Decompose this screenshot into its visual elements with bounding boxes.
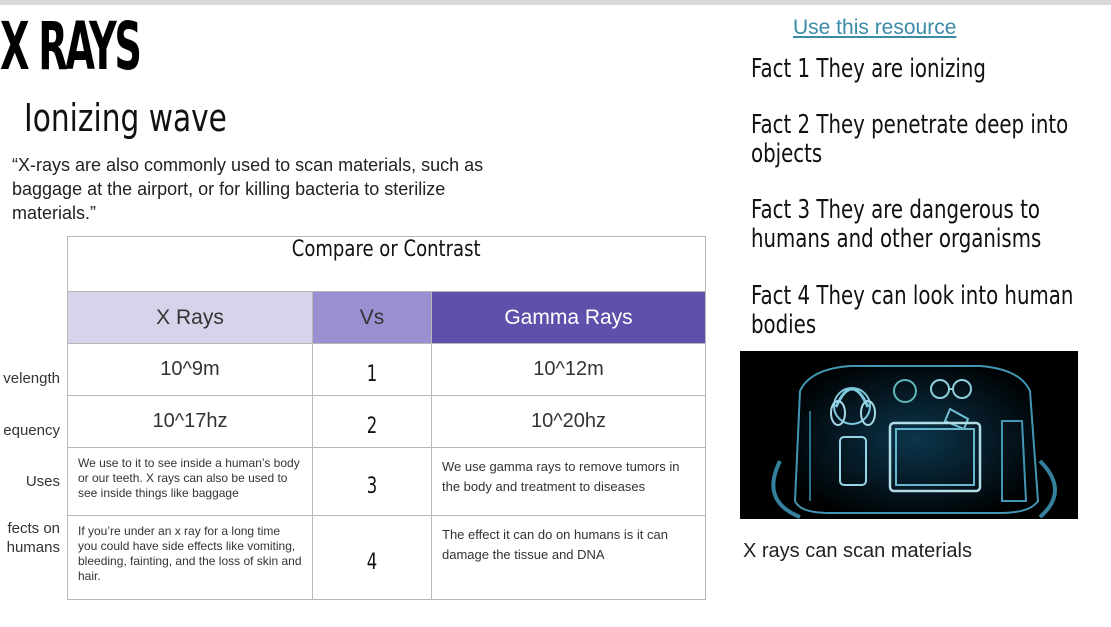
table-row [68, 396, 706, 448]
table-title: Compare or Contrast [292, 237, 481, 262]
x-wavelength-cell: 10^9m [68, 344, 313, 396]
row-label-effects: fects on humans [6, 520, 60, 556]
header-gamma-rays: Gamma Rays [432, 292, 706, 344]
x-effects-cell: If you’re under an x ray for a long time you could have side effects like vomiting, bleeding, fainting, and the loss of skin and hair. [68, 516, 313, 600]
gamma-frequency-cell: 10^20hz [432, 396, 706, 448]
fact-1: Fact 1 They are ionizing [751, 54, 986, 84]
comparison-table [67, 236, 706, 600]
row-number-cell [313, 516, 432, 600]
xray-bag-illustration [740, 351, 1078, 519]
row-number: 4 [366, 550, 378, 575]
row-number-cell [313, 448, 432, 516]
table-row [68, 344, 706, 396]
row-label-wavelength: velength [3, 370, 60, 387]
row-number: 1 [366, 362, 378, 387]
fact-2: Fact 2 They penetrate deep into objects [751, 110, 1069, 169]
row-number-cell [313, 396, 432, 448]
gamma-effects-cell: The effect it can do on humans is it can damage the tissue and DNA [432, 516, 706, 600]
header-vs: Vs [313, 292, 432, 344]
top-border [0, 0, 1111, 5]
x-uses-cell: We use to it to see inside a human’s body or our teeth. X rays can also be used to see inside things like baggage [68, 448, 313, 516]
row-number: 3 [366, 474, 378, 499]
table-row [68, 448, 706, 516]
fact-4: Fact 4 They can look into human bodies [751, 281, 1074, 340]
gamma-wavelength-cell: 10^12m [432, 344, 706, 396]
x-frequency-cell: 10^17hz [68, 396, 313, 448]
page-subtitle: Ionizing wave [24, 96, 227, 140]
table-title-cell [68, 237, 706, 292]
quote-text: “X-rays are also commonly used to scan materials, such as baggage at the airport, or for killing bacteria to sterilize materials.” [12, 155, 484, 223]
header-x-rays: X Rays [68, 292, 313, 344]
page-title: X RAYS [0, 8, 140, 85]
resource-link[interactable]: Use this resource [793, 16, 957, 39]
table-row [68, 516, 706, 600]
gamma-uses-cell: We use gamma rays to remove tumors in the body and treatment to diseases [432, 448, 706, 516]
row-number-cell [313, 344, 432, 396]
xray-baggage-scan-image [740, 351, 1078, 519]
fact-3: Fact 3 They are dangerous to humans and other organisms [751, 195, 1042, 254]
row-number: 2 [366, 414, 378, 439]
row-label-frequency: equency [3, 422, 60, 439]
image-caption: X rays can scan materials [743, 540, 972, 562]
row-label-uses: Uses [25, 473, 60, 490]
